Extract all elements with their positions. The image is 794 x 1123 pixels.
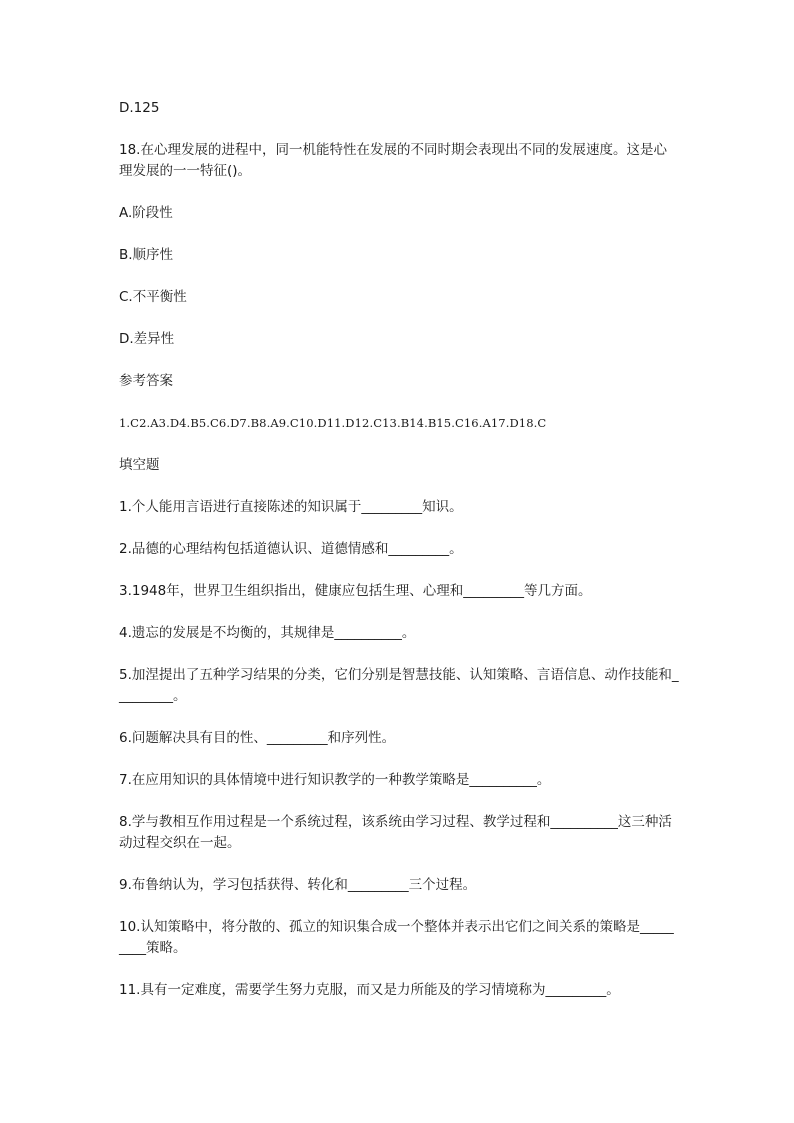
fill-question-3: 3.1948年，世界卫生组织指出，健康应包括生理、心理和_________等几方面。 [119, 583, 592, 599]
fill-question-1: 1.个人能用言语进行直接陈述的知识属于_________知识。 [119, 499, 463, 515]
fill-question-10: 10.认知策略中，将分散的、孤立的知识集合成一个整体并表示出它们之间关系的策略是_________策略。 [119, 919, 674, 956]
fill-question-7: 7.在应用知识的具体情境中进行知识教学的一种教学策略是__________。 [119, 772, 551, 788]
fill-question-4: 4.遗忘的发展是不均衡的，其规律是__________。 [119, 625, 416, 641]
question-18-option-c: C.不平衡性 [119, 289, 187, 305]
document-content [119, 98, 679, 1022]
fill-question-11: 11.具有一定难度，需要学生努力克服，而又是力所能及的学习情境称为_________。 [119, 982, 620, 998]
question-18: 18.在心理发展的进程中，同一机能特性在发展的不同时期会表现出不同的发展速度。这是心理发展的一一特征()。 [119, 142, 667, 179]
question-18-option-d: D.差异性 [119, 331, 175, 347]
fill-question-6: 6.问题解决具有目的性、_________和序列性。 [119, 730, 396, 746]
fill-question-2: 2.品德的心理结构包括道德认识、道德情感和_________。 [119, 541, 463, 557]
question-18-option-b: B.顺序性 [119, 247, 174, 263]
fill-question-5: 5.加涅提出了五种学习结果的分类，它们分别是智慧技能、认知策略、言语信息、动作技能和_________。 [119, 667, 679, 704]
fill-question-8: 8.学与教相互作用过程是一个系统过程，该系统由学习过程、教学过程和__________这三种活动过程交织在一起。 [119, 814, 672, 851]
answer-heading: 参考答案 [119, 373, 173, 389]
option-d-125: D.125 [119, 100, 160, 116]
fill-in-heading: 填空题 [119, 457, 160, 473]
fill-question-9: 9.布鲁纳认为，学习包括获得、转化和_________三个过程。 [119, 877, 477, 893]
question-18-option-a: A.阶段性 [119, 205, 173, 221]
answer-key: 1.C2.A3.D4.B5.C6.D7.B8.A9.C10.D11.D12.C13.B14.B15.C16.A17.D18.C [119, 416, 547, 430]
